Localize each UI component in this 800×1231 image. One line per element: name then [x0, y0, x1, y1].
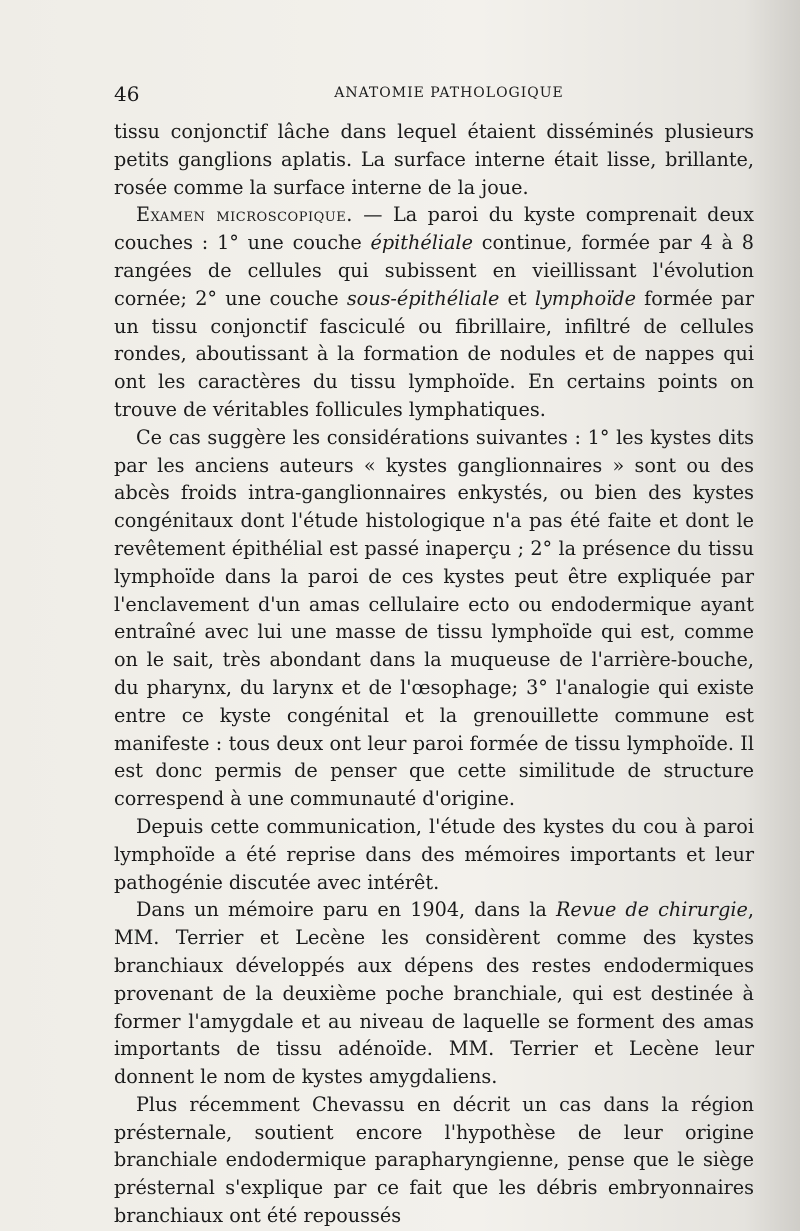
paragraph-continued: tissu conjonctif lâche dans lequel étaient disséminés plusieurs petits ganglions aplatis. La surface interne était lisse, brillante, rosée comme la surface interne de la joue.: [114, 120, 754, 199]
page-number: 46: [114, 82, 140, 106]
paragraph-memoire: Dans un mémoire paru en 1904, dans la Revue de chirurgie, MM. Terrier et Lecène les considèrent comme des kystes branchiaux développés aux dépens des restes endodermiques provenant de la deuxième poche branchiale, qui est destinée à former l'amygdale et au niveau de laquelle se forment des amas importants de tissu adénoïde. MM. Terrier et Lecène leur donnent le nom de kystes amygdaliens.: [114, 898, 754, 1089]
paragraph-considerations: Ce cas suggère les considérations suivantes : 1° les kystes dits par les anciens auteurs « kystes ganglionnaires » sont ou des abcès froids intra-ganglionnaires enkystés, ou bien des kystes congénitaux dont l'étude histologique n'a pas été faite et dont le revêtement épithélial est passé inaperçu ; 2° la présence du tissu lymphoïde dans la paroi de ces kystes peut être expliquée par l'enclavement d'un amas cellulaire ecto ou endodermique ayant entraîné avec lui une masse de tissu lymphoïde qui est, comme on le sait, très abondant dans la muqueuse de l'arrière-bouche, du pharynx, du larynx et de l'œsophage; 3° l'analogie qui existe entre ce kyste congénital et la grenouillette commune est manifeste : tous deux ont leur paroi formée de tissu lymphoïde. Il est donc permis de penser que cette similitude de structure correspend à une communauté d'origine.: [114, 425, 754, 811]
paragraph-chevassu: Plus récemment Chevassu en décrit un cas dans la région présternale, soutient encore l'hypothèse de leur origine branchiale endodermique parapharyngienne, pense que le siège présternal s'explique par ce fait que les débris embryonnaires branchiaux ont été repoussés: [114, 1092, 754, 1228]
emphasis: épithéliale: [370, 231, 473, 255]
body-text: [114, 118, 754, 1230]
emphasis: lymphoïde: [534, 286, 636, 310]
running-head: ANATOMIE PATHOLOGIQUE: [334, 85, 564, 101]
section-label: Examen microscopique.: [136, 203, 353, 227]
page-header: [114, 82, 754, 106]
journal-title: Revue de chirurgie: [555, 898, 748, 922]
emphasis: sous-épithéliale: [346, 286, 500, 310]
paragraph-communication: Depuis cette communication, l'étude des kystes du cou à paroi lymphoïde a été reprise dans des mémoires importants et leur pathogénie discutée avec intérêt.: [114, 814, 754, 894]
paragraph-examen: Examen microscopique. — La paroi du kyste comprenait deux couches : 1° une couche épithéliale continue, formée par 4 à 8 rangées de cellules qui subissent en vieillissant l'évolution cornée; 2° une couche sous-épithéliale et lymphoïde formée par un tissu conjonctif fasciculé ou fibrillaire, infiltré de cellules rondes, aboutissant à la formation de nodules et de nappes qui ont les caractères du tissu lymphoïde. En certains points on trouve de véritables follicules lymphatiques.: [114, 203, 754, 421]
